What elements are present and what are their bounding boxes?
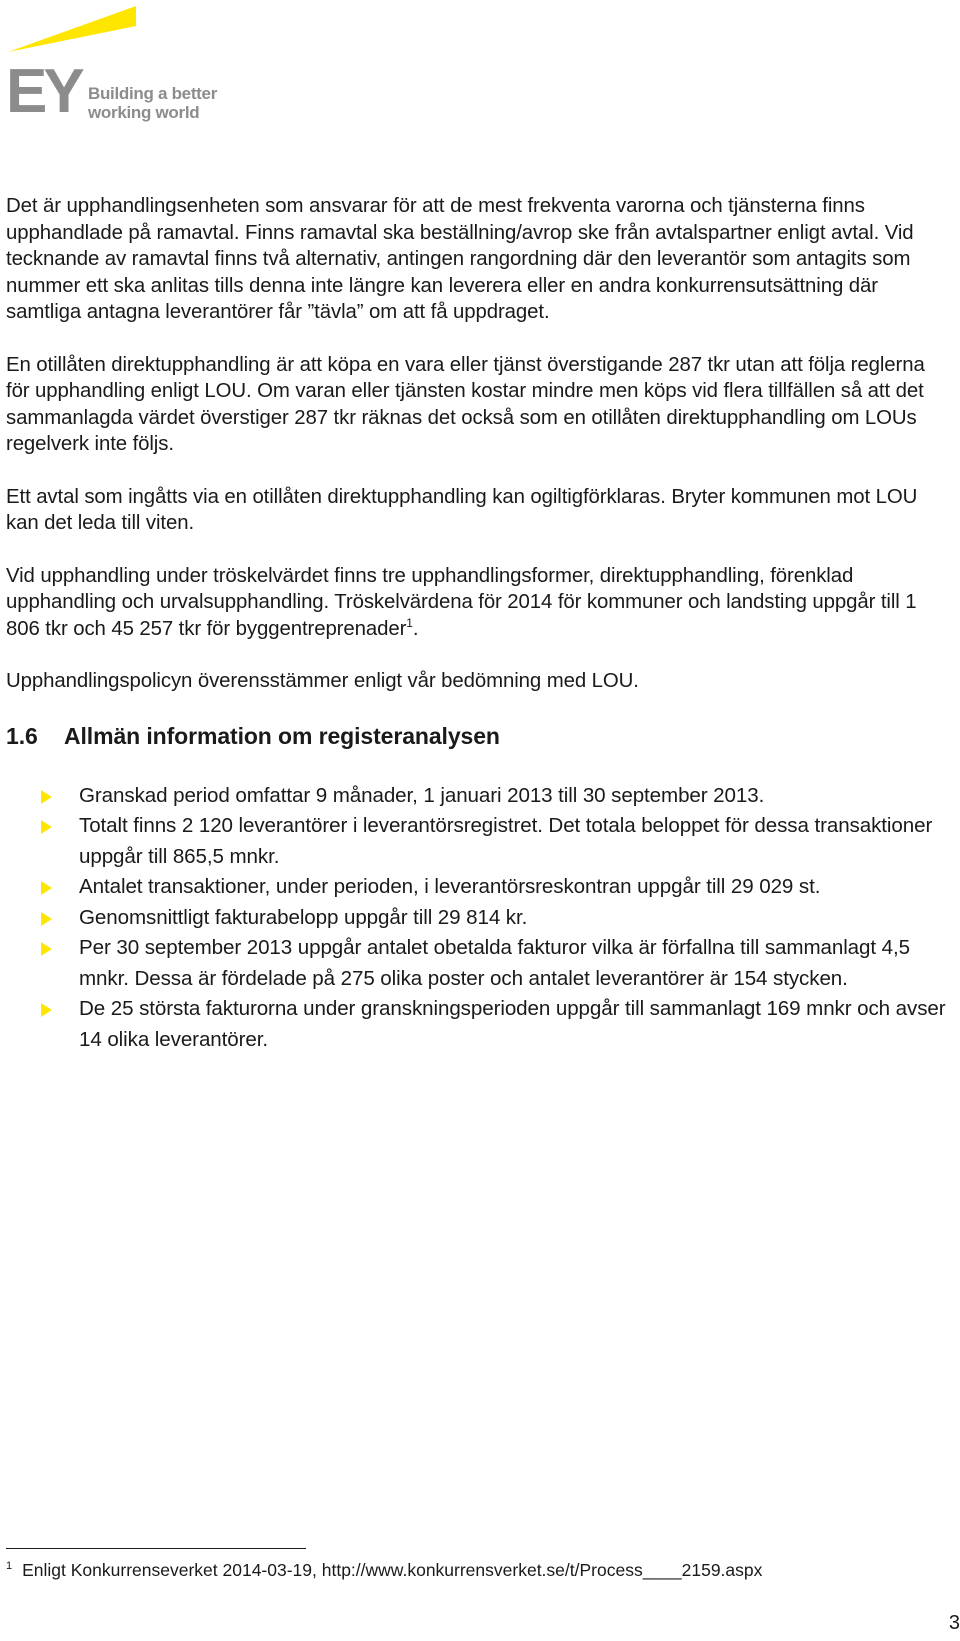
list-item [6,933,946,994]
paragraph-ramavtal: Det är upphandlingsenheten som ansvarar för att de mest frekventa varorna och tjänsterna finns upphandlade på ramavtal. Finns ramavtal ska beställning/avrop ske från avtalspartner enligt avtal. Vid tecknande av ramavtal finns två alternativ, antingen rangordning där den leverantör som antagits som nummer ett ska anlitas tills denna inte längre kan leverera eller en andra konkurrensutsättning där samtliga antagna leverantörer får ”tävla” om att få uppdraget. [6,195,914,323]
triangle-bullet-icon [41,942,52,956]
footnote-text[interactable]: Enligt Konkurrenseverket 2014-03-19, http://www.konkurrensverket.se/t/Process____2159.aspx [22,1560,763,1580]
paragraph-troskelvarde [6,563,946,643]
triangle-bullet-icon [41,881,52,895]
triangle-bullet-icon [41,1003,52,1017]
list-item [6,903,946,934]
triangle-bullet-icon [41,790,52,804]
footnote-divider [6,1548,306,1549]
body-content [6,193,946,1055]
page-number: 3 [948,1612,960,1634]
paragraph-ogiltigforklaring: Ett avtal som ingåtts via en otillåten direktupphandling kan ogiltigförklaras. Bryter kommunen mot LOU kan det leda till viten. [6,485,918,534]
bullet-list [6,781,946,1056]
list-item-text: Per 30 september 2013 uppgår antalet obetalda fakturor vilka är förfallna till sammanlagt 4,5 mnkr. Dessa är fördelade på 275 olika poster och antalet leverantörer är 154 stycken. [79,936,910,990]
section-title: Allmän information om registeranalysen [64,722,500,749]
list-item [6,781,946,812]
list-item [6,994,946,1055]
list-item [6,872,946,903]
paragraph-policy: Upphandlingspolicyn överensstämmer enligt vår bedömning med LOU. [6,670,639,692]
logo-tagline [88,84,217,122]
footnote-number: 1 [6,1560,13,1573]
list-item [6,811,946,872]
list-item-text: Totalt finns 2 120 leverantörer i leverantörsregistret. Det totala beloppet för dessa transaktioner uppgår till 865,5 mnkr. [79,814,933,868]
paragraph-direktupphandling: En otillåten direktupphandling är att köpa en vara eller tjänst överstigande 287 tkr utan att följa reglerna för upphandling enligt LOU. Om varan eller tjänsten kostar mindre men köps vid flera tillfällen så att det sammanlagda värdet överstiger 287 tkr räknas det också som en otillåten direktupphandling om LOUs regelverk inte följs. [6,353,925,455]
triangle-bullet-icon [41,820,52,834]
list-item-text: De 25 största fakturorna under granskningsperioden uppgår till sammanlagt 169 mnkr och avser 14 olika leverantörer. [79,997,946,1051]
svg-text:EY: EY [6,57,81,124]
footnote [6,1559,906,1581]
tagline-line-1: Building a better [88,84,218,103]
paragraph-troskelvarde-text: Vid upphandling under tröskelvärdet finns tre upphandlingsformer, direktupphandling, förenklad upphandling och urvalsupphandling. Tröskelvärdena för 2014 för kommuner och landsting uppgår till 1 806 tkr och 45 257 tkr för byggentreprenader [6,564,917,640]
footnote-reference[interactable]: 1 [406,615,413,630]
list-item-text: Genomsnittligt fakturabelopp uppgår till 29 814 kr. [79,905,528,929]
triangle-bullet-icon [41,912,52,926]
section-number: 1.6 [6,722,38,749]
section-heading [6,721,946,751]
paragraph-troskelvarde-end: . [412,617,419,640]
list-item-text: Antalet transaktioner, under perioden, i leverantörsreskontran uppgår till 29 029 st. [79,875,821,898]
list-item-text: Granskad period omfattar 9 månader, 1 januari 2013 till 30 september 2013. [79,783,765,807]
tagline-line-2: working world [88,103,200,122]
